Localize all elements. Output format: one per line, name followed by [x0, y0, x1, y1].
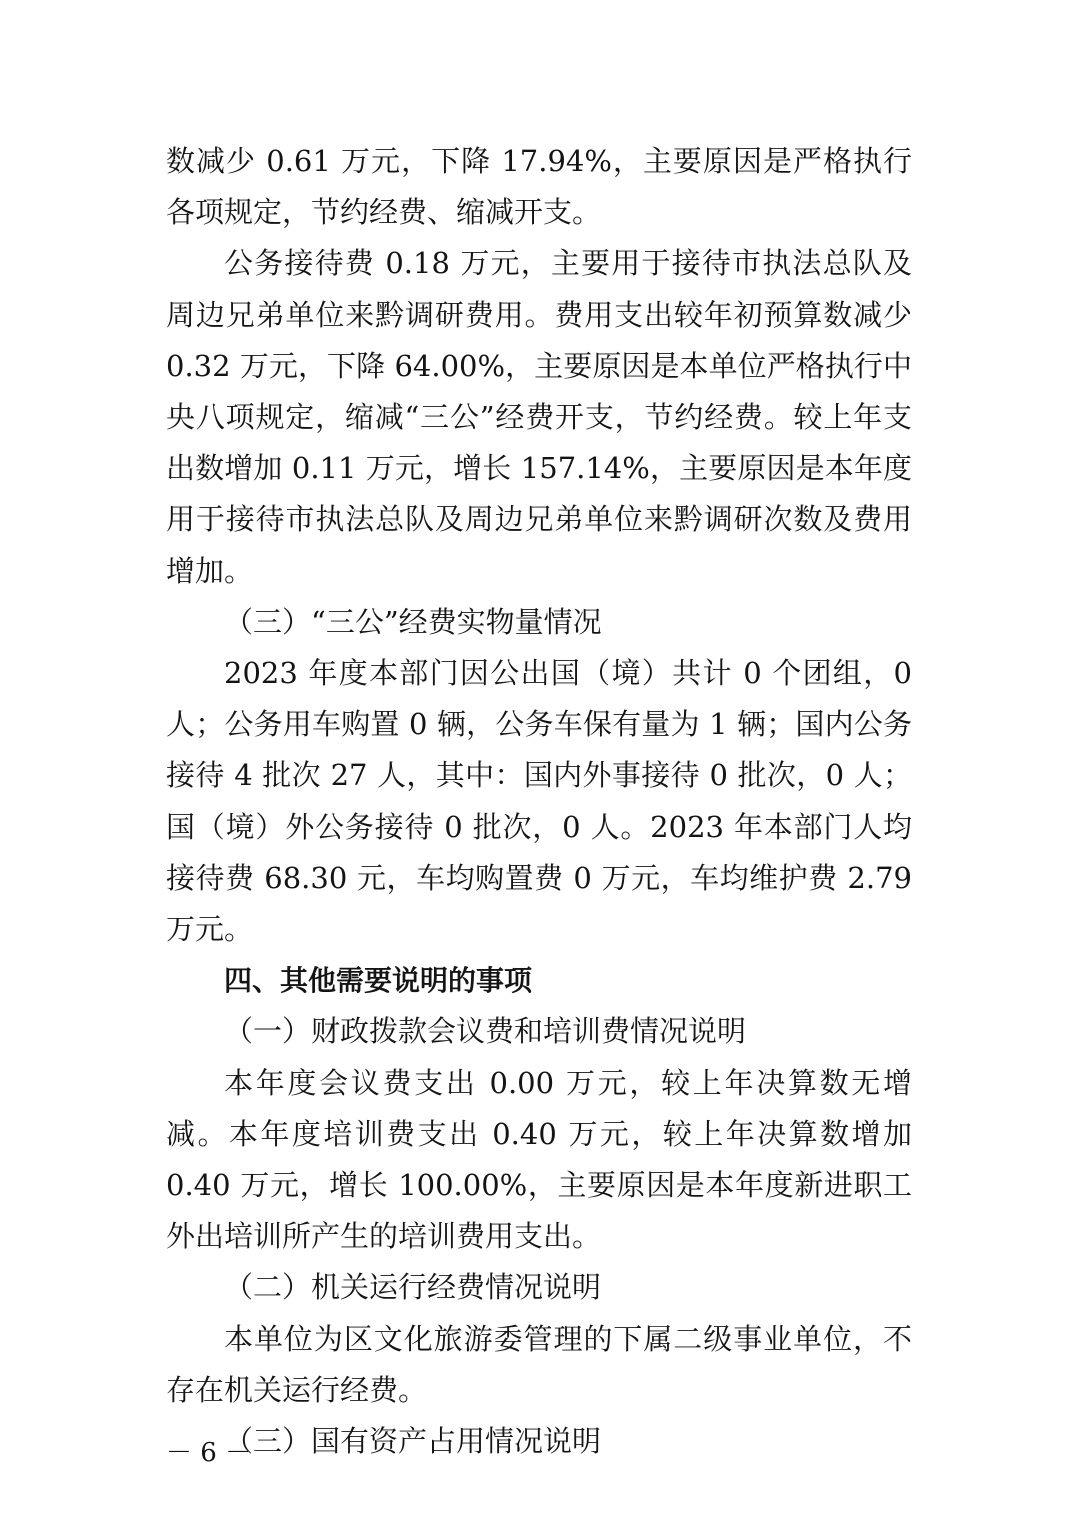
- section-heading-other-matters: 四、其他需要说明的事项: [224, 964, 533, 998]
- paragraph-physical-quantity: 2023 年度本部门因公出国（境）共计 0 个团组，0 人；公务用车购置 0 辆，公务车保有量为 1 辆；国内公务接待 4 批次 27 人，其中：国内外事接待 0 批次，0 人；国（境）外公务接待 0 批次，0 人。2023 年本部门人均接待费 68.30 元，车均购置费 0 万元，车均维护费 2.79 万元。: [166, 656, 912, 947]
- subheading-meeting-training: （一）财政拨款会议费和培训费情况说明: [224, 1014, 747, 1049]
- subheading-state-assets: （三）国有资产占用情况说明: [224, 1424, 602, 1459]
- paragraph-reception-expense: 公务接待费 0.18 万元，主要用于接待市执法总队及周边兄弟单位来黔调研费用。费用支出较年初预算数减少 0.32 万元，下降 64.00%，主要原因是本单位严格执行中央八项规定，缩减“三公”经费开支，节约经费。较上年支出数增加 0.11 万元，增长 157.14%，主要原因是本年度用于接待市执法总队及周边兄弟单位来黔调研次数及费用增加。: [166, 246, 912, 588]
- subheading-operating-expense: （二）机关运行经费情况说明: [224, 1270, 602, 1305]
- paragraph-continuation: 数减少 0.61 万元，下降 17.94%，主要原因是严格执行各项规定，节约经费、缩减开支。: [166, 144, 912, 230]
- paragraph-operating-expense: 本单位为区文化旅游委管理的下属二级事业单位，不存在机关运行经费。: [166, 1321, 912, 1407]
- subheading-physical-quantity: （三）“三公”经费实物量情况: [224, 604, 602, 639]
- document-body: [166, 136, 912, 1467]
- paragraph-meeting-training: 本年度会议费支出 0.00 万元，较上年决算数无增减。本年度培训费支出 0.40 万元，较上年决算数增加 0.40 万元，增长 100.00%，主要原因是本年度新进职工外出培训所产生的培训费用支出。: [166, 1065, 912, 1254]
- page-number: － 6 －: [166, 1438, 252, 1468]
